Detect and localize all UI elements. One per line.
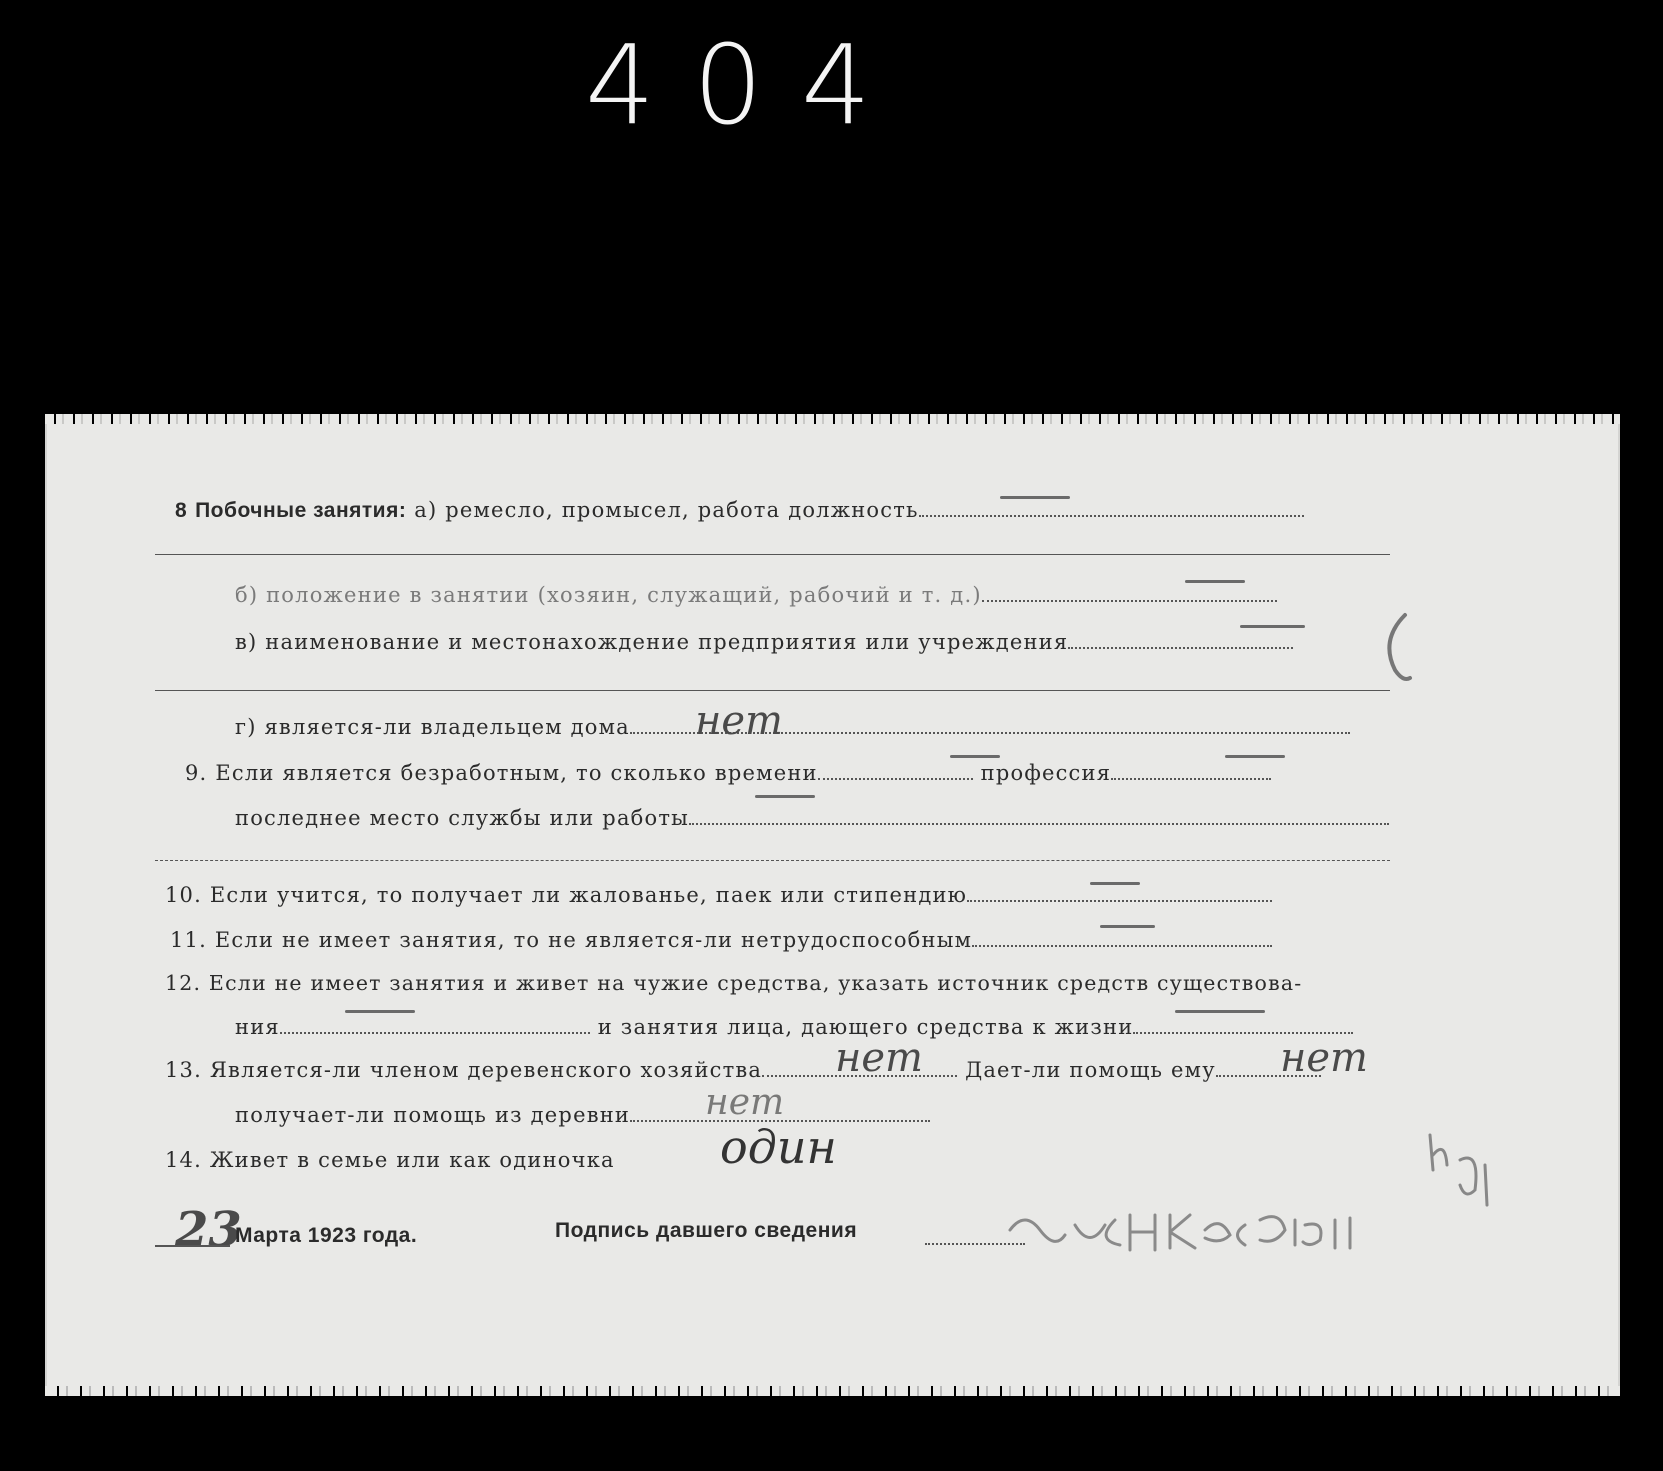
census-form-card — [45, 420, 1620, 1390]
answer-line — [689, 822, 1389, 825]
question-13-number: 13. — [165, 1058, 202, 1082]
torn-edge-bottom — [45, 1386, 1620, 1396]
answer-line — [919, 514, 1304, 517]
answer-line — [1068, 646, 1293, 649]
dash-answer-mark — [1185, 580, 1245, 583]
question-14-number: 14. — [165, 1148, 202, 1172]
ruled-line — [155, 690, 1390, 691]
answer-line — [280, 1031, 590, 1034]
date-text: Марта 1923 года. — [235, 1224, 418, 1247]
question-12-cont-row — [235, 1017, 1353, 1038]
handwritten-signature — [1005, 1190, 1395, 1270]
question-8b-row — [235, 585, 1277, 606]
question-12-row — [165, 973, 1302, 994]
question-13-receive-label: получает-ли помощь из деревни — [235, 1103, 631, 1127]
question-11-number: 11. — [170, 928, 207, 952]
handwritten-answer-13-receive: нет — [705, 1082, 785, 1123]
question-8v-row — [235, 632, 1293, 653]
question-8a-label: а) ремесло, промысел, работа должность — [414, 498, 919, 522]
torn-edge-top — [45, 414, 1620, 424]
question-13-row — [165, 1060, 1321, 1081]
question-10-row — [165, 885, 1272, 906]
question-8v-label: в) наименование и местонахождение предприятия или учреждения — [235, 630, 1069, 654]
question-8-number: 8 — [175, 499, 188, 522]
answer-line — [982, 599, 1277, 602]
question-13-help-label: Дает-ли помощь ему — [965, 1058, 1216, 1082]
question-9-number: 9. — [185, 761, 208, 785]
ruled-line — [155, 554, 1390, 555]
question-8g-label: г) является-ли владельцем дома — [235, 715, 630, 739]
margin-bracket-mark — [1375, 610, 1425, 690]
dash-answer-mark — [1100, 925, 1155, 928]
question-9-profession-label: профессия — [980, 761, 1112, 785]
answer-line — [1133, 1031, 1353, 1034]
date-day-line — [155, 1245, 230, 1247]
question-9-label: Если является безработным, то сколько времени — [215, 761, 818, 785]
question-12-label: Если не имеет занятия и живет на чужие средства, указать источник средств существова- — [208, 971, 1303, 995]
microfilm-frame-number: 404 — [585, 21, 909, 149]
dash-answer-mark — [950, 755, 1000, 758]
margin-scribble-mark — [1425, 1130, 1505, 1220]
question-9-last-label: последнее место службы или работы — [235, 806, 690, 830]
question-9-row — [185, 763, 1271, 784]
answer-line — [972, 944, 1272, 947]
handwritten-date-day: 23 — [175, 1202, 242, 1258]
dash-answer-mark — [1000, 496, 1070, 499]
handwritten-answer-13-help: нет — [1280, 1035, 1368, 1081]
signature-label: Подпись давшего сведения — [555, 1219, 858, 1242]
ruled-line — [155, 860, 1390, 861]
dash-answer-mark — [1090, 882, 1140, 885]
question-10-label: Если учится, то получает ли жалованье, паек или стипендию — [209, 883, 968, 907]
question-14-label: Живет в семье или как одиночка — [209, 1148, 615, 1172]
answer-line — [818, 777, 973, 780]
answer-line — [1111, 777, 1271, 780]
dash-answer-mark — [1175, 1010, 1265, 1013]
question-11-row — [170, 930, 1272, 951]
handwritten-answer-14: один — [720, 1120, 837, 1174]
handwritten-answer-8g: нет — [695, 698, 783, 744]
question-12-cont-a: ния — [235, 1015, 280, 1039]
question-13-label: Является-ли членом деревенского хозяйства — [209, 1058, 763, 1082]
dash-answer-mark — [1225, 755, 1285, 758]
question-8-row — [175, 500, 1304, 521]
dash-answer-mark — [345, 1010, 415, 1013]
question-8g-row — [235, 717, 1350, 738]
question-9-last-row — [235, 808, 1389, 829]
question-14-row — [165, 1150, 615, 1171]
dash-answer-mark — [1240, 625, 1305, 628]
question-11-label: Если не имеет занятия, то не является-ли нетрудоспособным — [214, 928, 973, 952]
question-10-number: 10. — [165, 883, 202, 907]
question-8-title: Побочные занятия: — [195, 499, 407, 522]
question-12-number: 12. — [165, 971, 202, 995]
dash-answer-mark — [755, 795, 815, 798]
question-12-cont-b: и занятия лица, дающего средства к жизни — [597, 1015, 1134, 1039]
handwritten-answer-13: нет — [835, 1035, 923, 1081]
question-8b-label: б) положение в занятии (хозяин, служащий, рабочий и т. д.) — [235, 583, 982, 607]
answer-line — [967, 899, 1272, 902]
